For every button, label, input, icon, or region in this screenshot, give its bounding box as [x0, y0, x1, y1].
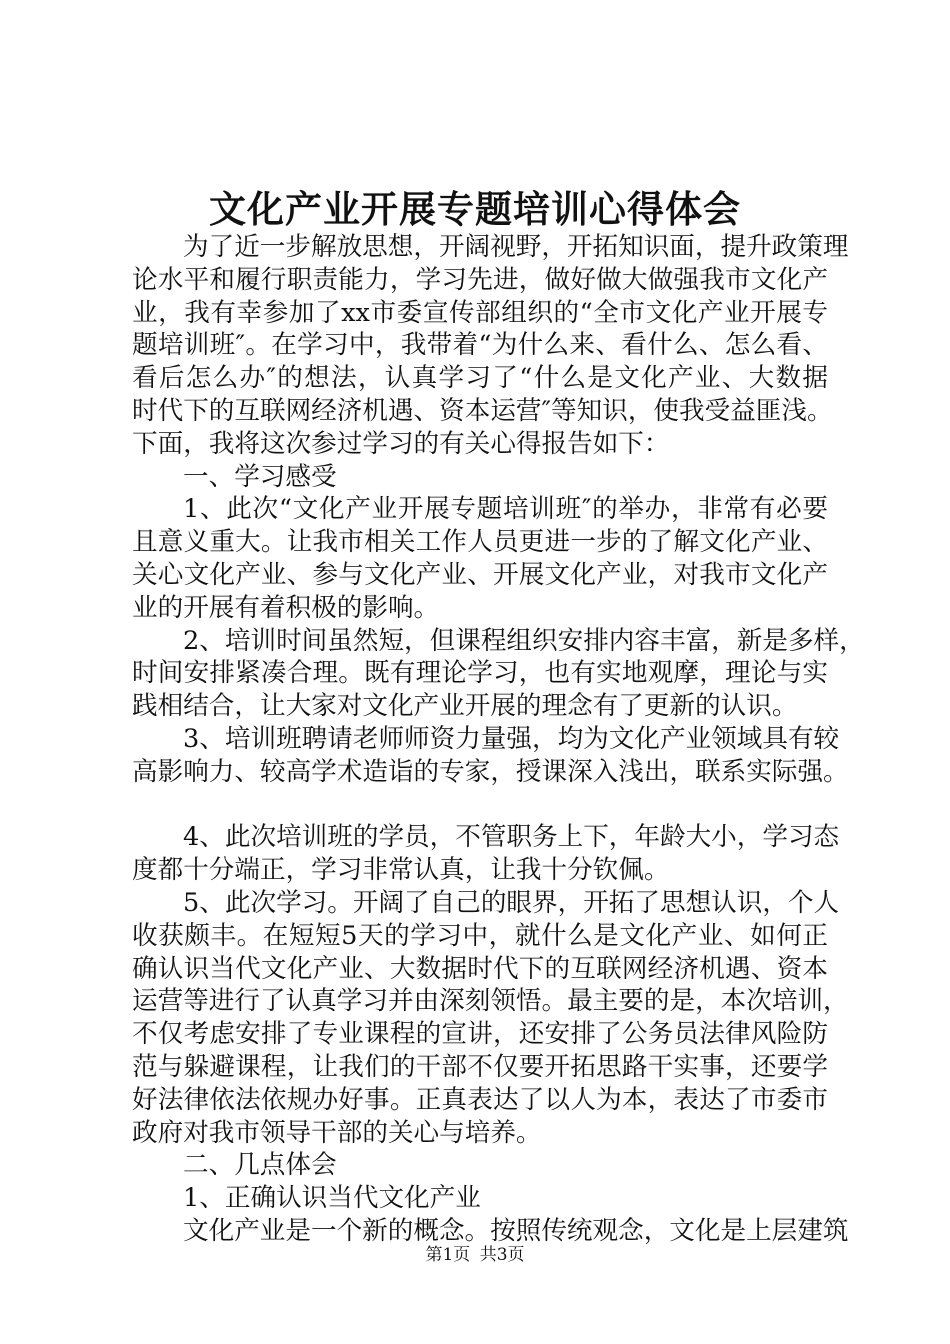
paragraph-line: 3、培训班聘请老师师资力量强，均为文化产业领域具有较	[183, 723, 840, 754]
paragraph-line: 践相结合，让大家对文化产业开展的理念有了更新的认识。	[132, 691, 798, 722]
section-heading: 二、几点体会	[183, 1150, 337, 1181]
paragraph-line: 不仅考虑安排了专业课程的宣讲，还安排了公务员法律风险防	[132, 1019, 828, 1050]
paragraph-line: 5、此次学习。开阔了自己的眼界，开拓了思想认识，个人	[183, 887, 840, 918]
paragraph-line: 业，我有幸参加了xx市委宣传部组织的“全市文化产业开展专	[132, 297, 828, 328]
paragraph-line: 收获颇丰。在短短5天的学习中，就什么是文化产业、如何正	[132, 920, 828, 951]
paragraph-line: 运营等进行了认真学习并由深刻领悟。最主要的是，本次培训，	[132, 986, 849, 1017]
paragraph-line: 看后怎么办″的想法，认真学习了“什么是文化产业、大数据	[132, 363, 828, 394]
section-heading: 一、学习感受	[183, 461, 337, 492]
paragraph-line: 下面，我将这次参过学习的有关心得报告如下：	[132, 428, 670, 459]
paragraph-line: 4、此次培训班的学员，不管职务上下，年龄大小，学习态	[183, 822, 840, 853]
subsection-heading: 1、正确认识当代文化产业	[183, 1183, 481, 1214]
paragraph-line: 范与躲避课程，让我们的干部不仅要开拓思路干实事，还要学	[132, 1051, 828, 1082]
paragraph-line: 文化产业是一个新的概念。按照传统观念，文化是上层建筑	[183, 1215, 849, 1246]
paragraph-line: 2、培训时间虽然短，但课程组织安排内容丰富，新是多样，	[183, 625, 865, 656]
document-body	[132, 231, 865, 1248]
paragraph-line: 论水平和履行职责能力，学习先进，做好做大做强我市文化产	[132, 264, 828, 295]
paragraph-line: 度都十分端正，学习非常认真，让我十分钦佩。	[132, 855, 670, 886]
paragraph-line: 时代下的互联网经济机遇、资本运营″等知识，使我受益匪浅。	[132, 395, 833, 426]
page-number: 第1页	[425, 1245, 471, 1265]
paragraph-line: 1、此次“文化产业开展专题培训班″的举办，非常有必要	[183, 494, 828, 525]
page-total: 共3页	[479, 1245, 525, 1265]
paragraph-line: 确认识当代文化产业、大数据时代下的互联网经济机遇、资本	[132, 953, 828, 984]
paragraph-line: 好法律依法依规办好事。正真表达了以人为本，表达了市委市	[132, 1084, 828, 1115]
paragraph-line: 时间安排紧凑合理。既有理论学习，也有实地观摩，理论与实	[132, 658, 828, 689]
paragraph-line: 题培训班″。在学习中，我带着“为什么来、看什么、怎么看、	[132, 330, 828, 361]
paragraph-line: 关心文化产业、参与文化产业、开展文化产业，对我市文化产	[132, 559, 828, 590]
paragraph-line: 政府对我市领导干部的关心与培养。	[132, 1117, 542, 1148]
paragraph-line: 高影响力、较高学术造诣的专家，授课深入浅出，联系实际强。	[132, 756, 849, 787]
document-title: 文化产业开展专题培训心得体会	[209, 187, 741, 231]
blank-line	[132, 789, 828, 822]
paragraph-line: 业的开展有着积极的影响。	[132, 592, 440, 623]
paragraph-line: 且意义重大。让我市相关工作人员更进一步的了解文化产业、	[132, 527, 828, 558]
page-footer	[0, 1244, 950, 1266]
paragraph-line: 为了近一步解放思想，开阔视野，开拓知识面，提升政策理	[183, 232, 849, 262]
